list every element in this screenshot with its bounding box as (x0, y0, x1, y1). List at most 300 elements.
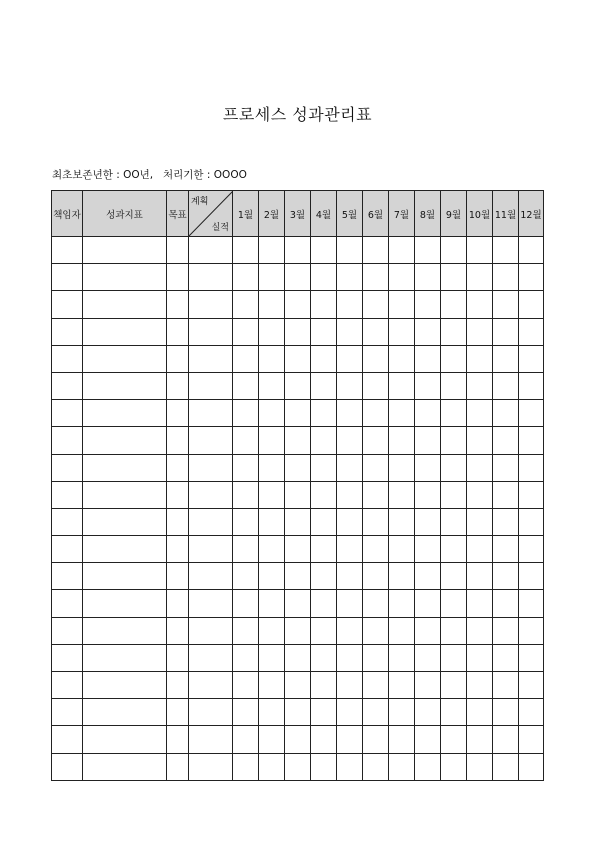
table-cell[interactable] (441, 563, 467, 590)
table-cell[interactable] (493, 508, 519, 535)
table-cell[interactable] (83, 563, 167, 590)
table-cell[interactable] (233, 726, 259, 753)
table-cell[interactable] (493, 345, 519, 372)
table-cell[interactable] (311, 563, 337, 590)
table-cell[interactable] (167, 318, 189, 345)
table-cell[interactable] (52, 372, 83, 399)
table-cell[interactable] (285, 481, 311, 508)
table-cell[interactable] (52, 590, 83, 617)
table-cell[interactable] (519, 726, 544, 753)
table-cell[interactable] (233, 753, 259, 780)
table-cell[interactable] (167, 563, 189, 590)
table-cell[interactable] (363, 400, 389, 427)
table-cell[interactable] (52, 617, 83, 644)
table-cell[interactable] (285, 699, 311, 726)
table-cell[interactable] (467, 563, 493, 590)
table-cell[interactable] (311, 372, 337, 399)
table-cell[interactable] (285, 400, 311, 427)
table-cell[interactable] (389, 427, 415, 454)
table-cell[interactable] (83, 699, 167, 726)
table-cell[interactable] (493, 644, 519, 671)
table-cell[interactable] (189, 726, 233, 753)
table-cell[interactable] (493, 699, 519, 726)
table-cell[interactable] (167, 427, 189, 454)
table-cell[interactable] (167, 726, 189, 753)
table-cell[interactable] (189, 508, 233, 535)
table-cell[interactable] (415, 617, 441, 644)
table-cell[interactable] (363, 508, 389, 535)
table-cell[interactable] (389, 699, 415, 726)
table-cell[interactable] (311, 699, 337, 726)
table-cell[interactable] (337, 372, 363, 399)
table-cell[interactable] (167, 237, 189, 264)
table-cell[interactable] (52, 481, 83, 508)
table-cell[interactable] (363, 291, 389, 318)
table-cell[interactable] (415, 345, 441, 372)
table-cell[interactable] (233, 345, 259, 372)
table-cell[interactable] (415, 454, 441, 481)
table-cell[interactable] (83, 345, 167, 372)
table-cell[interactable] (363, 427, 389, 454)
table-cell[interactable] (285, 264, 311, 291)
table-cell[interactable] (363, 753, 389, 780)
table-cell[interactable] (467, 699, 493, 726)
table-cell[interactable] (285, 508, 311, 535)
table-cell[interactable] (311, 345, 337, 372)
table-cell[interactable] (285, 427, 311, 454)
table-cell[interactable] (52, 318, 83, 345)
table-cell[interactable] (519, 318, 544, 345)
table-cell[interactable] (493, 590, 519, 617)
table-cell[interactable] (233, 563, 259, 590)
table-cell[interactable] (337, 427, 363, 454)
table-cell[interactable] (467, 318, 493, 345)
table-cell[interactable] (233, 237, 259, 264)
table-cell[interactable] (519, 753, 544, 780)
table-cell[interactable] (167, 481, 189, 508)
table-cell[interactable] (167, 699, 189, 726)
table-cell[interactable] (441, 590, 467, 617)
table-cell[interactable] (389, 672, 415, 699)
table-cell[interactable] (189, 644, 233, 671)
table-cell[interactable] (441, 454, 467, 481)
table-cell[interactable] (259, 372, 285, 399)
table-cell[interactable] (83, 617, 167, 644)
table-cell[interactable] (389, 345, 415, 372)
table-cell[interactable] (337, 264, 363, 291)
table-cell[interactable] (233, 508, 259, 535)
table-cell[interactable] (337, 345, 363, 372)
table-cell[interactable] (519, 264, 544, 291)
table-cell[interactable] (311, 454, 337, 481)
table-cell[interactable] (189, 237, 233, 264)
table-cell[interactable] (441, 508, 467, 535)
table-cell[interactable] (519, 454, 544, 481)
table-cell[interactable] (285, 536, 311, 563)
table-cell[interactable] (52, 563, 83, 590)
table-cell[interactable] (415, 699, 441, 726)
table-cell[interactable] (519, 508, 544, 535)
table-cell[interactable] (519, 372, 544, 399)
table-cell[interactable] (167, 264, 189, 291)
table-cell[interactable] (52, 237, 83, 264)
table-cell[interactable] (467, 726, 493, 753)
table-cell[interactable] (337, 508, 363, 535)
table-cell[interactable] (415, 590, 441, 617)
table-cell[interactable] (415, 672, 441, 699)
table-cell[interactable] (415, 427, 441, 454)
table-cell[interactable] (493, 291, 519, 318)
table-cell[interactable] (233, 427, 259, 454)
table-cell[interactable] (259, 237, 285, 264)
table-cell[interactable] (83, 672, 167, 699)
table-cell[interactable] (441, 726, 467, 753)
table-cell[interactable] (441, 237, 467, 264)
table-cell[interactable] (167, 454, 189, 481)
table-cell[interactable] (493, 563, 519, 590)
table-cell[interactable] (83, 481, 167, 508)
table-cell[interactable] (189, 454, 233, 481)
table-cell[interactable] (415, 400, 441, 427)
table-cell[interactable] (189, 427, 233, 454)
table-cell[interactable] (337, 318, 363, 345)
table-cell[interactable] (441, 699, 467, 726)
table-cell[interactable] (493, 237, 519, 264)
table-cell[interactable] (233, 699, 259, 726)
table-cell[interactable] (467, 454, 493, 481)
table-cell[interactable] (337, 726, 363, 753)
table-cell[interactable] (311, 400, 337, 427)
table-cell[interactable] (52, 726, 83, 753)
table-cell[interactable] (441, 264, 467, 291)
table-cell[interactable] (52, 508, 83, 535)
table-cell[interactable] (519, 617, 544, 644)
table-cell[interactable] (363, 372, 389, 399)
table-cell[interactable] (519, 644, 544, 671)
table-cell[interactable] (493, 454, 519, 481)
table-cell[interactable] (259, 454, 285, 481)
table-cell[interactable] (259, 400, 285, 427)
table-cell[interactable] (52, 427, 83, 454)
table-cell[interactable] (311, 318, 337, 345)
table-cell[interactable] (389, 318, 415, 345)
table-cell[interactable] (167, 590, 189, 617)
table-cell[interactable] (167, 672, 189, 699)
table-cell[interactable] (285, 345, 311, 372)
table-cell[interactable] (337, 481, 363, 508)
table-cell[interactable] (83, 536, 167, 563)
table-cell[interactable] (83, 726, 167, 753)
table-cell[interactable] (441, 644, 467, 671)
table-cell[interactable] (441, 291, 467, 318)
table-cell[interactable] (259, 590, 285, 617)
table-cell[interactable] (519, 237, 544, 264)
table-cell[interactable] (233, 617, 259, 644)
table-cell[interactable] (389, 454, 415, 481)
table-cell[interactable] (83, 400, 167, 427)
table-cell[interactable] (83, 264, 167, 291)
table-cell[interactable] (189, 590, 233, 617)
table-cell[interactable] (52, 264, 83, 291)
table-cell[interactable] (363, 617, 389, 644)
table-cell[interactable] (389, 237, 415, 264)
table-cell[interactable] (259, 753, 285, 780)
table-cell[interactable] (259, 617, 285, 644)
table-cell[interactable] (233, 536, 259, 563)
table-cell[interactable] (311, 617, 337, 644)
table-cell[interactable] (441, 318, 467, 345)
table-cell[interactable] (52, 291, 83, 318)
table-cell[interactable] (389, 726, 415, 753)
table-cell[interactable] (415, 481, 441, 508)
table-cell[interactable] (83, 427, 167, 454)
table-cell[interactable] (441, 427, 467, 454)
table-cell[interactable] (285, 318, 311, 345)
table-cell[interactable] (415, 237, 441, 264)
table-cell[interactable] (493, 400, 519, 427)
table-cell[interactable] (415, 372, 441, 399)
table-cell[interactable] (83, 237, 167, 264)
table-cell[interactable] (363, 264, 389, 291)
table-cell[interactable] (337, 237, 363, 264)
table-cell[interactable] (389, 481, 415, 508)
table-cell[interactable] (311, 264, 337, 291)
table-cell[interactable] (467, 617, 493, 644)
table-cell[interactable] (441, 753, 467, 780)
table-cell[interactable] (467, 372, 493, 399)
table-cell[interactable] (337, 563, 363, 590)
table-cell[interactable] (189, 400, 233, 427)
table-cell[interactable] (167, 536, 189, 563)
table-cell[interactable] (389, 617, 415, 644)
table-cell[interactable] (441, 400, 467, 427)
table-cell[interactable] (337, 590, 363, 617)
table-cell[interactable] (189, 291, 233, 318)
table-cell[interactable] (52, 454, 83, 481)
table-cell[interactable] (467, 672, 493, 699)
table-cell[interactable] (467, 400, 493, 427)
table-cell[interactable] (389, 400, 415, 427)
table-cell[interactable] (311, 237, 337, 264)
table-cell[interactable] (467, 264, 493, 291)
table-cell[interactable] (363, 345, 389, 372)
table-cell[interactable] (493, 264, 519, 291)
table-cell[interactable] (519, 672, 544, 699)
table-cell[interactable] (311, 291, 337, 318)
table-cell[interactable] (363, 590, 389, 617)
table-cell[interactable] (233, 590, 259, 617)
table-cell[interactable] (441, 372, 467, 399)
table-cell[interactable] (415, 318, 441, 345)
table-cell[interactable] (493, 372, 519, 399)
table-cell[interactable] (167, 753, 189, 780)
table-cell[interactable] (83, 644, 167, 671)
table-cell[interactable] (259, 536, 285, 563)
table-cell[interactable] (519, 536, 544, 563)
table-cell[interactable] (259, 672, 285, 699)
table-cell[interactable] (467, 291, 493, 318)
table-cell[interactable] (259, 699, 285, 726)
table-cell[interactable] (259, 345, 285, 372)
table-cell[interactable] (285, 644, 311, 671)
table-cell[interactable] (259, 291, 285, 318)
table-cell[interactable] (415, 563, 441, 590)
table-cell[interactable] (311, 536, 337, 563)
table-cell[interactable] (233, 481, 259, 508)
table-cell[interactable] (519, 345, 544, 372)
table-cell[interactable] (311, 508, 337, 535)
table-cell[interactable] (467, 345, 493, 372)
table-cell[interactable] (467, 427, 493, 454)
table-cell[interactable] (415, 753, 441, 780)
table-cell[interactable] (363, 644, 389, 671)
table-cell[interactable] (389, 291, 415, 318)
table-cell[interactable] (311, 427, 337, 454)
table-cell[interactable] (52, 644, 83, 671)
table-cell[interactable] (311, 672, 337, 699)
table-cell[interactable] (285, 237, 311, 264)
table-cell[interactable] (493, 318, 519, 345)
table-cell[interactable] (415, 536, 441, 563)
table-cell[interactable] (189, 563, 233, 590)
table-cell[interactable] (189, 617, 233, 644)
table-cell[interactable] (467, 508, 493, 535)
table-cell[interactable] (441, 617, 467, 644)
table-cell[interactable] (167, 372, 189, 399)
table-cell[interactable] (285, 672, 311, 699)
table-cell[interactable] (519, 291, 544, 318)
table-cell[interactable] (519, 590, 544, 617)
table-cell[interactable] (83, 590, 167, 617)
table-cell[interactable] (233, 454, 259, 481)
table-cell[interactable] (363, 237, 389, 264)
table-cell[interactable] (337, 617, 363, 644)
table-cell[interactable] (363, 726, 389, 753)
table-cell[interactable] (441, 536, 467, 563)
table-cell[interactable] (259, 264, 285, 291)
table-cell[interactable] (467, 590, 493, 617)
table-cell[interactable] (167, 617, 189, 644)
table-cell[interactable] (519, 481, 544, 508)
table-cell[interactable] (311, 753, 337, 780)
table-cell[interactable] (337, 699, 363, 726)
table-cell[interactable] (467, 753, 493, 780)
table-cell[interactable] (285, 372, 311, 399)
table-cell[interactable] (389, 508, 415, 535)
table-cell[interactable] (285, 590, 311, 617)
table-cell[interactable] (259, 644, 285, 671)
table-cell[interactable] (311, 644, 337, 671)
table-cell[interactable] (233, 372, 259, 399)
table-cell[interactable] (415, 726, 441, 753)
table-cell[interactable] (363, 563, 389, 590)
table-cell[interactable] (519, 563, 544, 590)
table-cell[interactable] (285, 753, 311, 780)
table-cell[interactable] (189, 345, 233, 372)
table-cell[interactable] (389, 644, 415, 671)
table-cell[interactable] (389, 264, 415, 291)
table-cell[interactable] (493, 753, 519, 780)
table-cell[interactable] (441, 345, 467, 372)
table-cell[interactable] (285, 454, 311, 481)
table-cell[interactable] (467, 644, 493, 671)
table-cell[interactable] (389, 536, 415, 563)
table-cell[interactable] (493, 726, 519, 753)
table-cell[interactable] (52, 672, 83, 699)
table-cell[interactable] (519, 699, 544, 726)
table-cell[interactable] (233, 318, 259, 345)
table-cell[interactable] (493, 617, 519, 644)
table-cell[interactable] (83, 454, 167, 481)
table-cell[interactable] (285, 291, 311, 318)
table-cell[interactable] (415, 508, 441, 535)
table-cell[interactable] (52, 400, 83, 427)
table-cell[interactable] (285, 617, 311, 644)
table-cell[interactable] (493, 481, 519, 508)
table-cell[interactable] (363, 672, 389, 699)
table-cell[interactable] (83, 372, 167, 399)
table-cell[interactable] (167, 508, 189, 535)
table-cell[interactable] (415, 264, 441, 291)
table-cell[interactable] (167, 345, 189, 372)
table-cell[interactable] (389, 753, 415, 780)
table-cell[interactable] (285, 726, 311, 753)
table-cell[interactable] (337, 672, 363, 699)
table-cell[interactable] (441, 481, 467, 508)
table-cell[interactable] (285, 563, 311, 590)
table-cell[interactable] (415, 291, 441, 318)
table-cell[interactable] (167, 400, 189, 427)
table-cell[interactable] (337, 454, 363, 481)
table-cell[interactable] (519, 427, 544, 454)
table-cell[interactable] (189, 672, 233, 699)
table-cell[interactable] (363, 481, 389, 508)
table-cell[interactable] (189, 536, 233, 563)
table-cell[interactable] (259, 318, 285, 345)
table-cell[interactable] (83, 753, 167, 780)
table-cell[interactable] (493, 672, 519, 699)
table-cell[interactable] (337, 400, 363, 427)
table-cell[interactable] (389, 563, 415, 590)
table-cell[interactable] (337, 753, 363, 780)
table-cell[interactable] (311, 481, 337, 508)
table-cell[interactable] (311, 590, 337, 617)
table-cell[interactable] (189, 699, 233, 726)
table-cell[interactable] (52, 753, 83, 780)
table-cell[interactable] (233, 400, 259, 427)
table-cell[interactable] (233, 264, 259, 291)
table-cell[interactable] (259, 563, 285, 590)
table-cell[interactable] (467, 237, 493, 264)
table-cell[interactable] (363, 318, 389, 345)
table-cell[interactable] (83, 508, 167, 535)
table-cell[interactable] (259, 427, 285, 454)
table-cell[interactable] (441, 672, 467, 699)
table-cell[interactable] (519, 400, 544, 427)
table-cell[interactable] (52, 536, 83, 563)
table-cell[interactable] (337, 536, 363, 563)
table-cell[interactable] (233, 291, 259, 318)
table-cell[interactable] (259, 726, 285, 753)
table-cell[interactable] (83, 318, 167, 345)
table-cell[interactable] (467, 481, 493, 508)
table-cell[interactable] (493, 427, 519, 454)
table-cell[interactable] (233, 672, 259, 699)
table-cell[interactable] (189, 318, 233, 345)
table-cell[interactable] (467, 536, 493, 563)
table-cell[interactable] (259, 481, 285, 508)
table-cell[interactable] (52, 699, 83, 726)
